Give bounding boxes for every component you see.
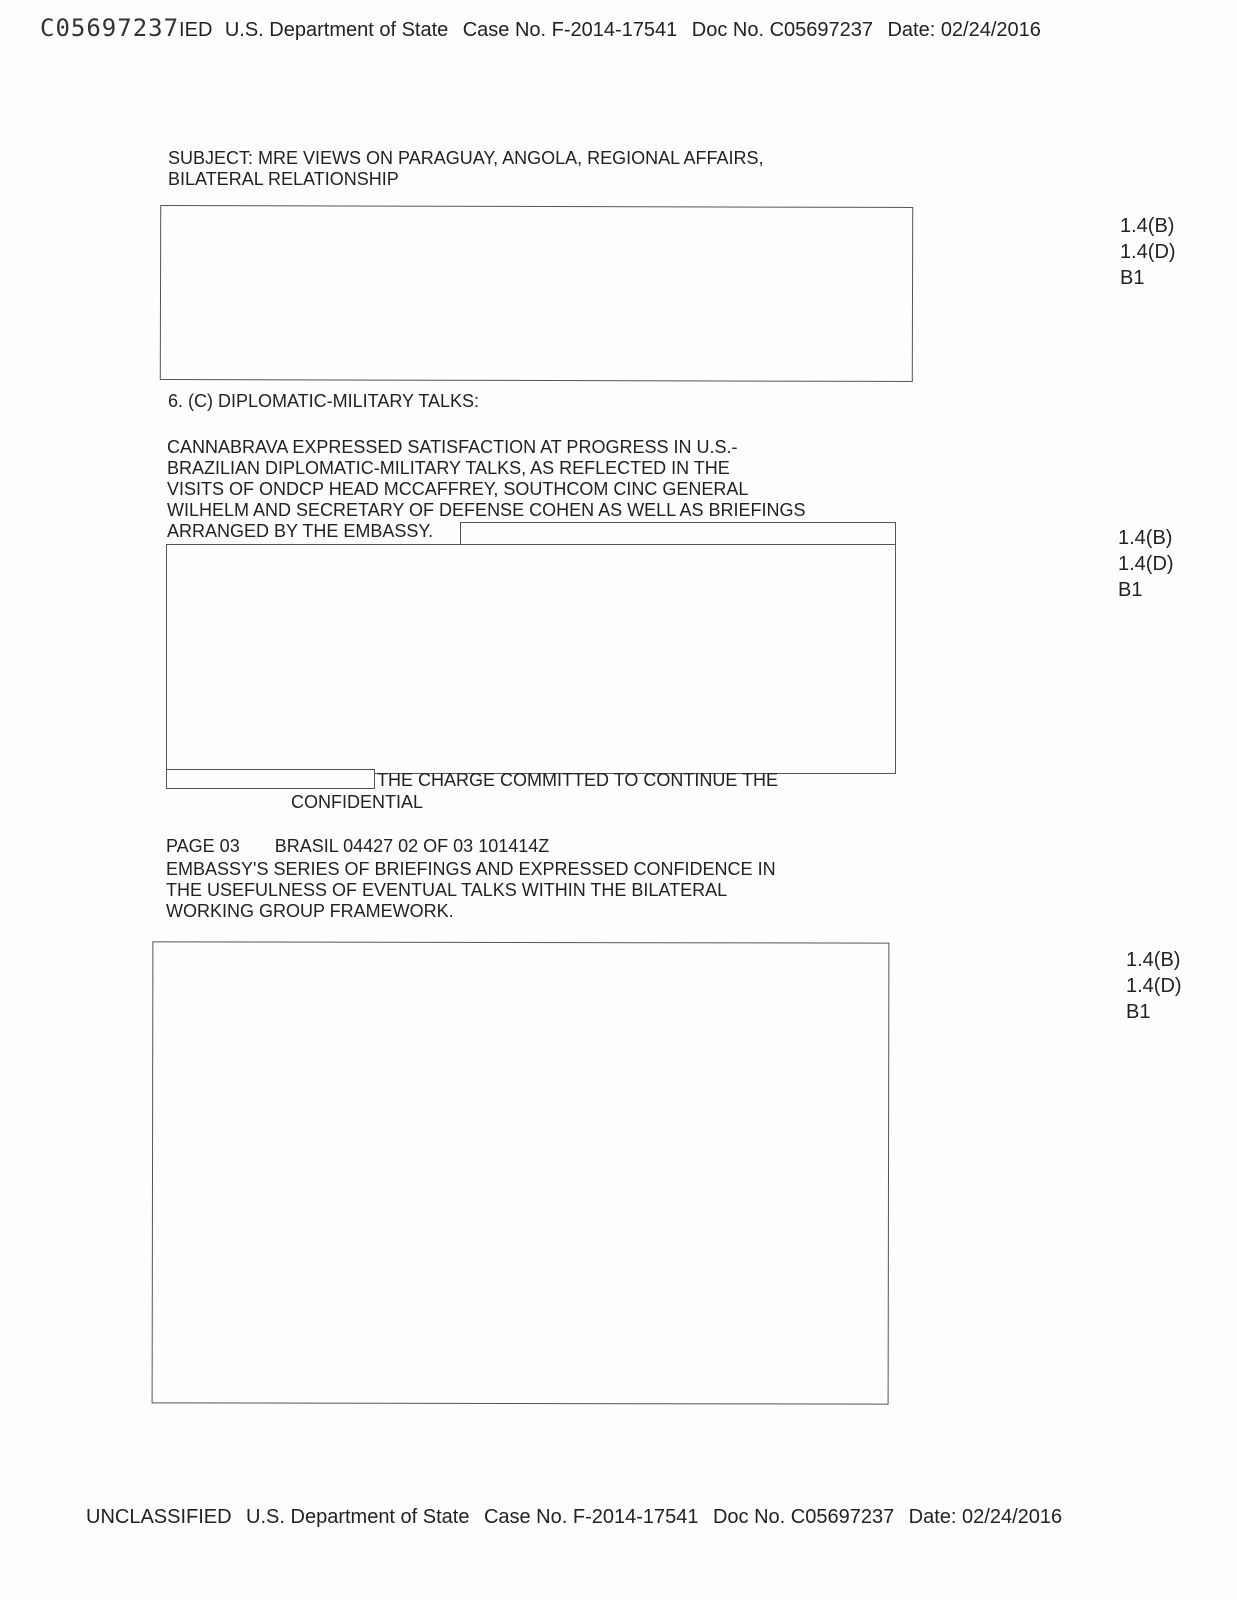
- document-stamp-id: C05697237: [40, 14, 180, 42]
- body-line: BRAZILIAN DIPLOMATIC-MILITARY TALKS, AS REFLECTED IN THE: [167, 458, 730, 478]
- exemption-code: 1.4(D): [1120, 241, 1176, 263]
- exemption-code: 1.4(B): [1120, 215, 1175, 237]
- exemption-code: B1: [1118, 579, 1143, 601]
- page-label: PAGE 03: [166, 836, 240, 856]
- footer-classification: UNCLASSIFIED: [86, 1506, 232, 1528]
- header-stamp-suffix: IED: [179, 19, 213, 41]
- exemption-code: 1.4(B): [1118, 527, 1173, 549]
- classification-marking: CONFIDENTIAL: [291, 792, 424, 812]
- footer-department: U.S. Department of State: [246, 1506, 470, 1528]
- redaction-inline-strip: [460, 522, 896, 545]
- redaction-box-2: [166, 544, 896, 774]
- header-department: U.S. Department of State: [224, 19, 449, 41]
- redaction-box-3: [152, 941, 890, 1404]
- header-doc-no: Doc No. C05697237: [691, 19, 873, 41]
- exemption-code: 1.4(D): [1126, 975, 1182, 997]
- subject-line-2: BILATERAL RELATIONSHIP: [168, 169, 399, 189]
- body-line: CANNABRAVA EXPRESSED SATISFACTION AT PROGRESS IN U.S.-: [167, 437, 738, 457]
- exemption-codes-3: [1126, 947, 1182, 1025]
- message-reference: BRASIL 04427 02 OF 03 101414Z: [274, 836, 550, 856]
- body-line: EMBASSY'S SERIES OF BRIEFINGS AND EXPRESSED CONFIDENCE IN: [166, 859, 776, 879]
- footer-doc-no: Doc No. C05697237: [712, 1506, 895, 1528]
- body-line: VISITS OF ONDCP HEAD MCCAFFREY, SOUTHCOM CINC GENERAL: [167, 479, 749, 499]
- exemption-code: B1: [1126, 1001, 1151, 1023]
- footer-case-no: Case No. F-2014-17541: [483, 1506, 699, 1528]
- page-footer: [86, 1506, 1062, 1529]
- footer-date: Date: 02/24/2016: [908, 1506, 1063, 1528]
- exemption-codes-1: [1120, 213, 1176, 291]
- page-3-header: [166, 836, 549, 857]
- exemption-code: 1.4(D): [1118, 553, 1174, 575]
- section-6-heading: 6. (C) DIPLOMATIC-MILITARY TALKS:: [168, 391, 480, 411]
- body-line: WORKING GROUP FRAMEWORK.: [166, 901, 454, 921]
- body-line: THE USEFULNESS OF EVENTUAL TALKS WITHIN THE BILATERAL: [166, 880, 728, 900]
- header-date: Date: 02/24/2016: [887, 19, 1041, 41]
- redaction-strip-bottom: [166, 769, 375, 789]
- exemption-codes-2: [1118, 525, 1174, 603]
- redaction-box-1: [160, 205, 913, 382]
- body-line: ARRANGED BY THE EMBASSY.: [167, 521, 434, 541]
- body-line: WILHELM AND SECRETARY OF DEFENSE COHEN AS WELL AS BRIEFINGS: [167, 500, 806, 520]
- header-case-no: Case No. F-2014-17541: [462, 19, 678, 41]
- section-6-continuation: THE CHARGE COMMITTED TO CONTINUE THE: [377, 770, 779, 790]
- subject-line-1: SUBJECT: MRE VIEWS ON PARAGUAY, ANGOLA, REGIONAL AFFAIRS,: [168, 148, 764, 168]
- page-3-body: [166, 859, 776, 922]
- exemption-code: B1: [1120, 267, 1145, 289]
- page-header: [40, 14, 1041, 42]
- exemption-code: 1.4(B): [1126, 949, 1181, 971]
- subject-block: [168, 148, 763, 190]
